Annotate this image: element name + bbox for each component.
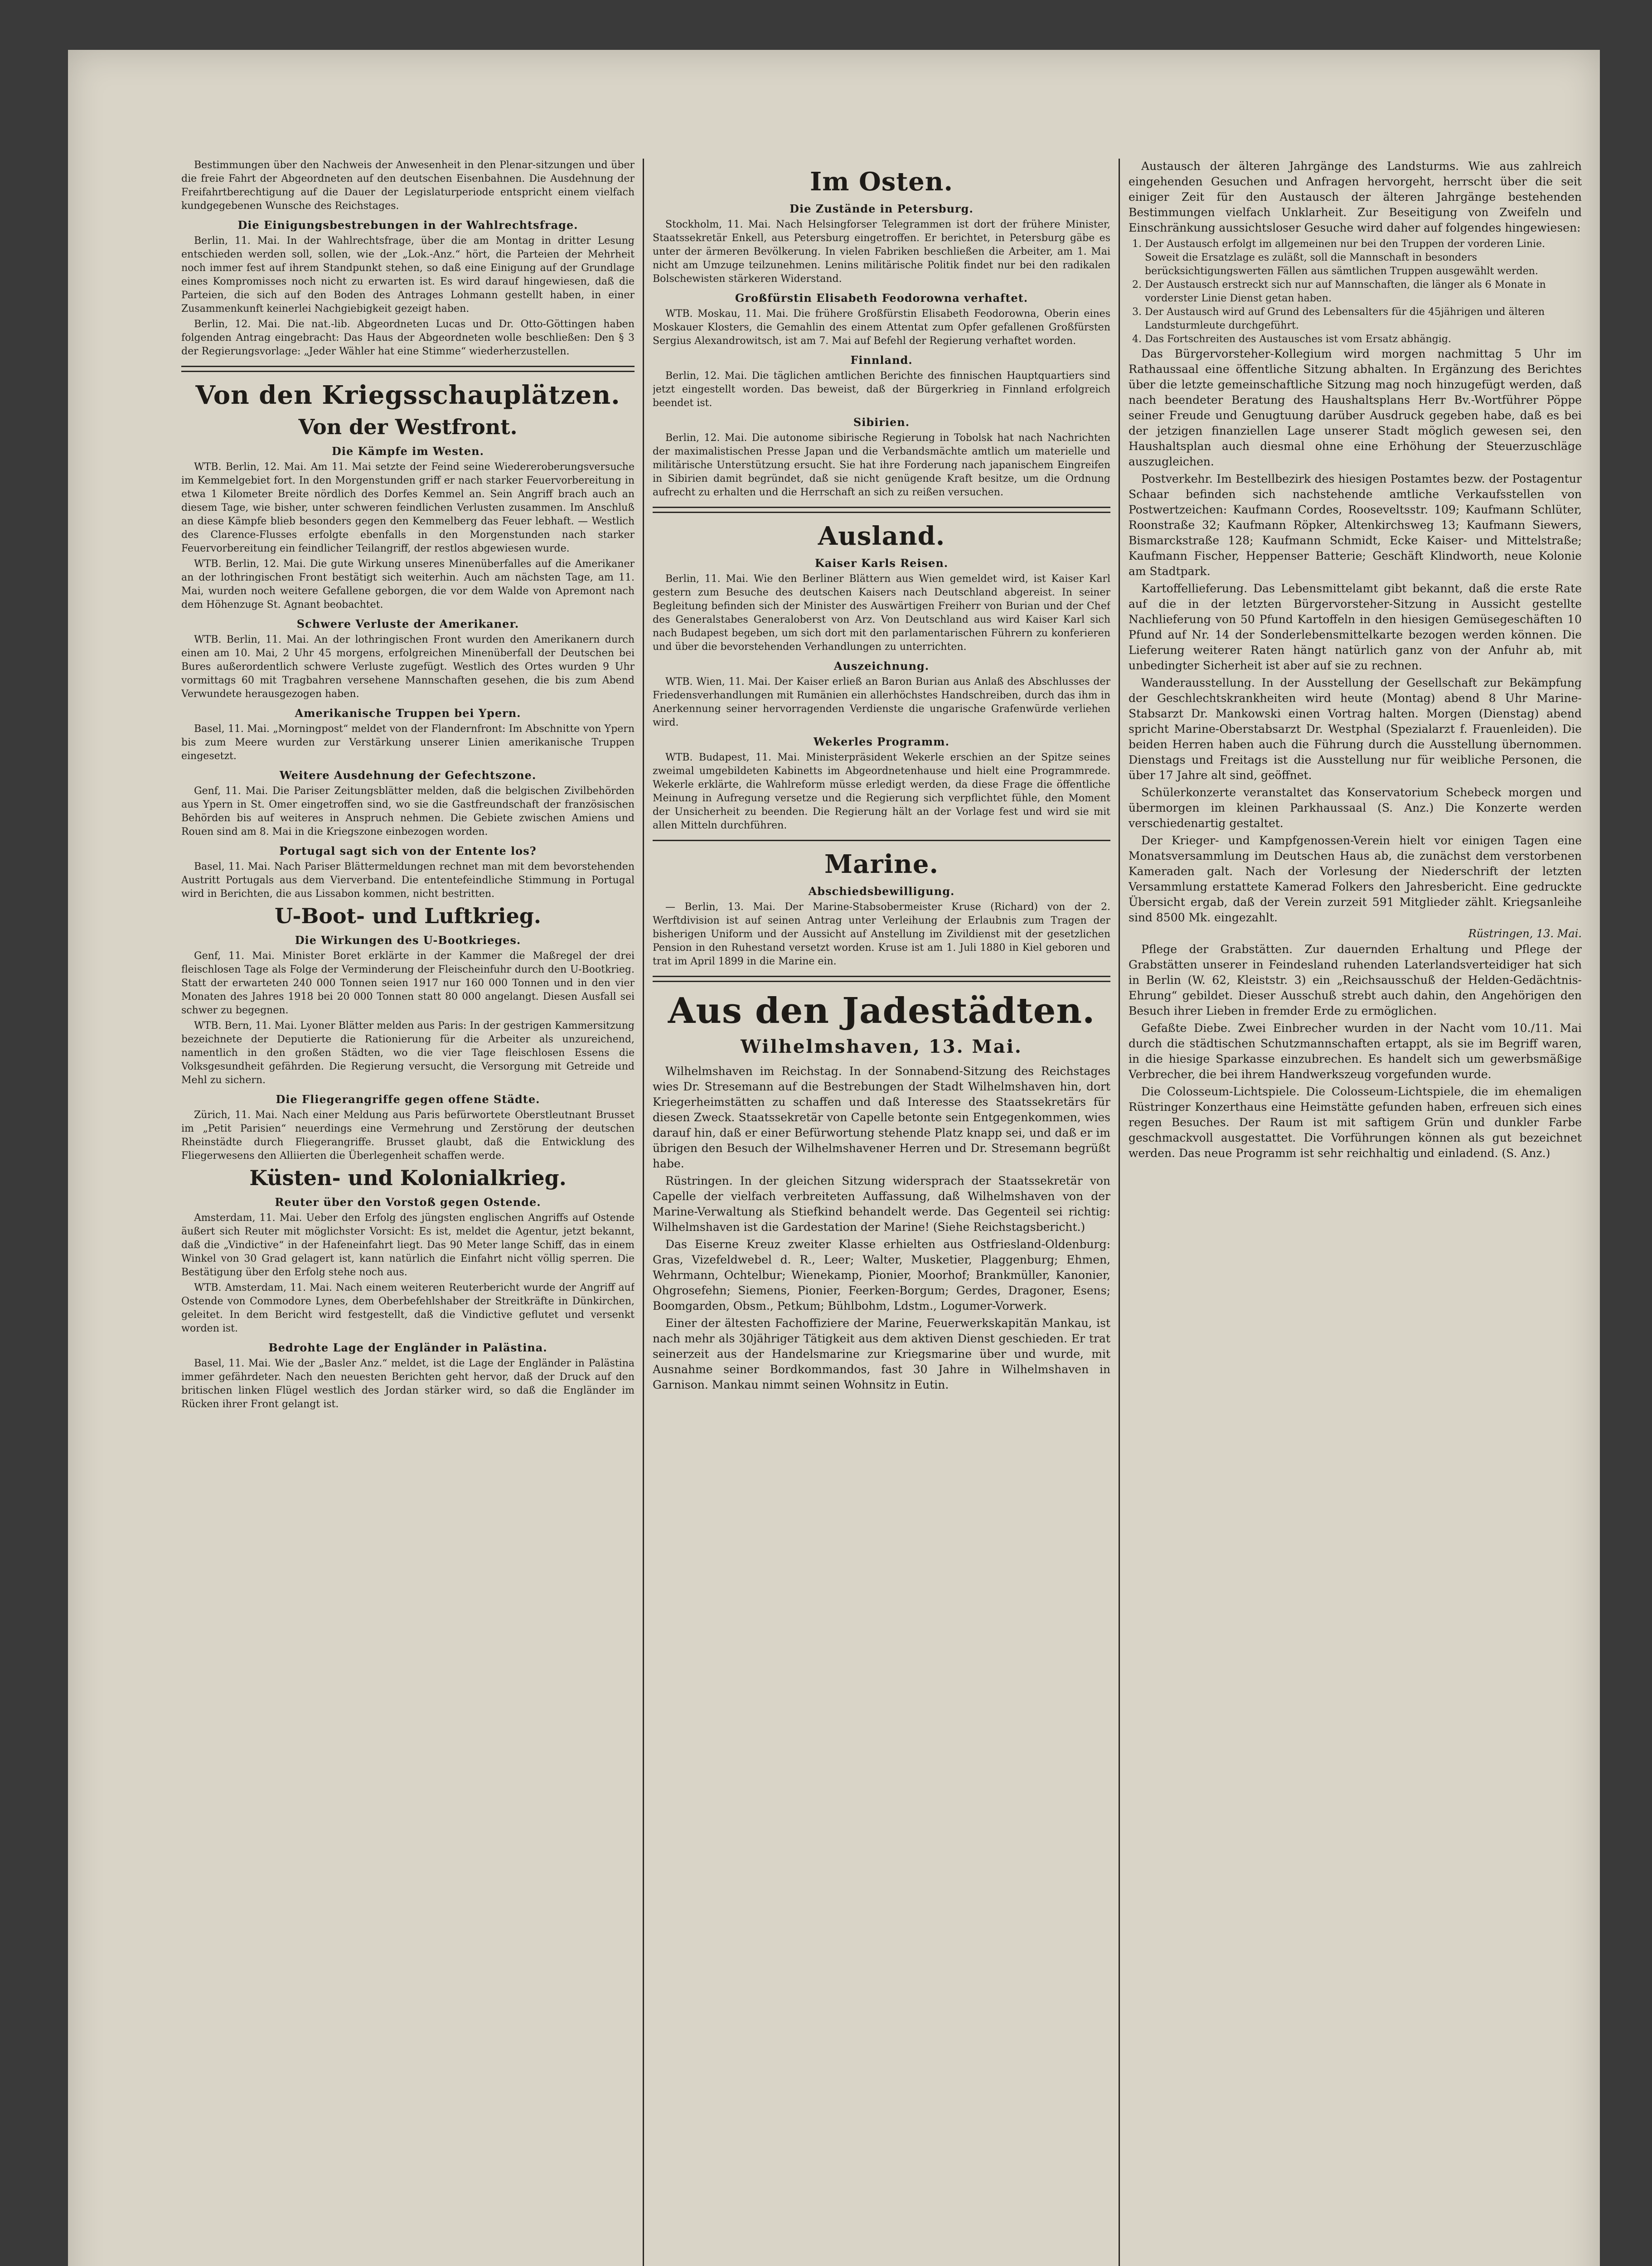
- column-1: [181, 159, 635, 2266]
- list: [1129, 237, 1582, 346]
- paragraph: Basel, 11. Mai. Wie der „Basler Anz.“ meldet, ist die Lage der Engländer in Palästina immer gefährdeter. Nach den neuesten Berichten geht hervor, daß der Druck auf den britischen linken Flügel westlich des Jordan stärker wird, so daß die Engländer im Rücken ihrer Front gelangt ist.: [181, 1358, 635, 1410]
- divider: [181, 366, 635, 372]
- paragraph: Genf, 11. Mai. Die Pariser Zeitungsblätter melden, daß die belgischen Zivilbehörden aus Ypern in St. Omer eingetroffen sind, wo sie die Gastfreundschaft der französischen Behörden bis auf weiteres in Anspruch nehmen. Die Gebiete zwischen Amiens und Rouen sind am 8. Mai in die Kriegszone einbezogen worden.: [181, 785, 635, 838]
- topic-palaestina: Bedrohte Lage der Engländer in Palästina.: [268, 1341, 547, 1354]
- topic-uboot-wirkungen: Die Wirkungen des U-Bootkrieges.: [295, 934, 521, 947]
- column-3: [1129, 159, 1582, 2266]
- topic-kaiser-karl: Kaiser Karls Reisen.: [814, 557, 949, 570]
- topic-sibirien: Sibirien.: [853, 416, 910, 429]
- paragraph: WTB. Berlin, 12. Mai. Am 11. Mai setzte der Feind seine Wiedereroberungsversuche im Kemmelgebiet fort. In den Morgenstunden griff er nach starker Feuervorbereitung in etwa 1 Kilometer Breite nördlich des Dorfes Kemmel an. Sein Angriff brach auch an diesem Tage, wie bisher, unter schweren feindlichen Verlusten zusammen. Im Anschluß an diese Kämpfe blieb besonders gegen den Kemmelberg das Feuer lebhaft. — Westlich des Clarence-Flusses erfolgte ebenfalls in den Morgenstunden nach starker Feuervorbereitung ein feindlicher Teilangriff, der restlos abgewiesen wurde.: [181, 461, 635, 554]
- paragraph: Berlin, 12. Mai. Die nat.-lib. Abgeordneten Lucas und Dr. Otto-Göttingen haben folgenden Antrag eingebracht: Das Haus der Abgeordneten wolle beschließen: Den § 3 der Regierungsvorlage: „Jeder Wähler hat eine Stimme“ wiederherzustellen.: [181, 319, 635, 357]
- section-heading-ausland: Ausland.: [818, 521, 945, 551]
- paragraph: Amsterdam, 11. Mai. Ueber den Erfolg des jüngsten englischen Angriffs auf Ostende äußert sich Reuter mit möglichster Vorsicht: Es ist, meldet die Agentur, jetzt bekannt, daß die „Vindictive“ in der Hafeneinfahrt liegt. Das 90 Meter lange Schiff, das in einem Winkel von 30 Grad gelagert ist, kann natürlich die Einfahrt nicht völlig sperren. Die Bestätigung über den Erfolg stehe noch aus.: [181, 1212, 635, 1278]
- column-rule-left: [643, 159, 644, 2266]
- paragraph: Wanderausstellung. In der Ausstellung der Gesellschaft zur Bekämpfung der Geschlechtskrankheiten wird heute (Montag) abend 8 Uhr Marine-Stabsarzt Dr. Mankowski einen Vortrag halten. Morgen (Dienstag) abend spricht Marine-Oberstabsarzt Dr. Westphal (Spezialarzt f. Frauenleiden). Die beiden Herren haben auch die Führung durch die Ausstellung übernommen. Dienstags und Freitags ist die Ausstellung nur für weibliche Personen, die über 17 Jahre alt sind, geöffnet.: [1129, 676, 1582, 782]
- paragraph: Zürich, 11. Mai. Nach einer Meldung aus Paris befürwortete Oberstleutnant Brusset im „Petit Parisien“ neuerdings eine Vermehrung und Zerstörung der deutschen Rheinstädte durch Fliegerangriffe. Brusset glaubt, daß die Entwicklung des Fliegerwesens den Alliierten die Überlegenheit schaffen werde.: [181, 1109, 635, 1162]
- section-heading-kuestenkrieg: Küsten- und Kolonialkrieg.: [249, 1166, 567, 1190]
- list-item: 2. Der Austausch erstreckt sich nur auf Mannschaften, die länger als 6 Monate in vorderster Linie Dienst getan haben.: [1145, 278, 1582, 305]
- paragraph: Austausch der älteren Jahrgänge des Landsturms. Wie aus zahlreich eingehenden Gesuchen und Anfragen hervorgeht, herrscht über die seit einiger Zeit für den Austausch der älteren Jahrgänge bestehenden Bestimmungen vielfach Unklarheit. Zur Beseitigung von Zweifeln und Einschränkung aussichtsloser Gesuche wird daher auf folgendes hingewiesen:: [1129, 160, 1582, 234]
- paragraph: Das Eiserne Kreuz zweiter Klasse erhielten aus Ostfriesland-Oldenburg: Gras, Vizefeldwebel d. R., Leer; Walter, Musketier, Plaggenburg; Ehmen, Wehrmann, Ochtelbur; Wienekamp, Pionier, Moorhof; Brankmüller, Kanonier, Ohgrosefehn; Siemens, Pionier, Feerken-Borgum; Gerdes, Dragoner, Esens; Boomgarden, Obsm., Petkum; Bühlbohm, Ldstm., Logumer-Vorwerk.: [653, 1238, 1110, 1312]
- divider: [653, 840, 1110, 841]
- paragraph: WTB. Budapest, 11. Mai. Ministerpräsident Wekerle erschien an der Spitze seines zweimal umgebildeten Kabinetts im Abgeordnetenhause und hielt eine Programmrede. Wekerle erklärte, die Wahlreform müsse erledigt werden, da diese Frage die öffentliche Meinung in Aufregung versetze und die Regierung sich verpflichtet fühle, den Moment der Unsicherheit zu beenden. Die Regierung hält an der Vorlage fest und wird sie mit allen Mitteln durchführen.: [653, 752, 1110, 831]
- paragraph: Basel, 11. Mai. Nach Pariser Blättermeldungen rechnet man mit dem bevorstehenden Austritt Portugals aus dem Vierverband. Die ententefeindliche Stimmung in Portugal wird in Berichten, die aus Lissabon kommen, nicht bestritten.: [181, 861, 635, 900]
- list-item: 3. Der Austausch wird auf Grund des Lebensalters für die 45jährigen und älteren Landsturmleute durchgeführt.: [1145, 305, 1582, 333]
- paragraph: Rüstringen. In der gleichen Sitzung widersprach der Staatssekretär von Capelle der vielfach verbreiteten Auffassung, daß Wilhelmshaven von der Marine-Verwaltung als Stiefkind behandelt werde. Das Gegenteil sei richtig: Wilhelmshaven ist die Gardestation der Marine! (Siehe Reichstagsbericht.): [653, 1174, 1110, 1234]
- topic-portugal: Portugal sagt sich von der Entente los?: [279, 844, 537, 857]
- subheading-westfront: Von der Westfront.: [298, 415, 518, 439]
- paragraph: Schülerkonzerte veranstaltet das Konservatorium Schebeck morgen und übermorgen im kleinen Parkhaussaal (S. Anz.) Die Konzerte werden verschiedenartig gestaltet.: [1129, 786, 1582, 830]
- paragraph: Stockholm, 11. Mai. Nach Helsingforser Telegrammen ist dort der frühere Minister, Staatssekretär Enkell, aus Petersburg eingetroffen. Er berichtet, in Petersburg gäbe es unter der ärmeren Bevölkerung. In vielen Fabriken beschließen die Arbeiter, am 1. Mai nicht am Umzuge teilzunehmen. Lenins militärische Politik findet nur bei den radikalen Bolschewisten stärkeren Widerstand.: [653, 219, 1110, 285]
- topic-wekerle: Wekerles Programm.: [814, 735, 950, 748]
- topic-verluste: Schwere Verluste der Amerikaner.: [296, 617, 519, 630]
- topic-petersburg: Die Zustände in Petersburg.: [790, 202, 974, 215]
- paragraph: Kartoffellieferung. Das Lebensmittelamt gibt bekannt, daß die erste Rate auf die in der letzten Bürgervorsteher-Sitzung in Aussicht gestellte Nachlieferung von 50 Pfund Kartoffeln in den hiesigen Gemüsegeschäften 10 Pfund auf Nr. 14 der Sonderlebensmittelkarte bezogen werden können. Die Lieferung weiterer Raten hängt natürlich ganz von der Anfuhr ab, mit unbedingter Sicherheit ist aber auf sie zu rechnen.: [1129, 582, 1582, 672]
- section-heading-marine: Marine.: [824, 849, 939, 879]
- topic-ostende: Reuter über den Vorstoß gegen Ostende.: [275, 1196, 541, 1209]
- topic-grossfuerstin: Großfürstin Elisabeth Feodorowna verhaftet.: [735, 291, 1028, 305]
- dateline: Wilhelmshaven, 13. Mai.: [741, 1036, 1022, 1057]
- topic-amerikaner-ypern: Amerikanische Truppen bei Ypern.: [295, 707, 521, 720]
- newspaper-page: [68, 50, 1600, 2266]
- column-2: [653, 159, 1110, 2266]
- topic-wahlrecht: Die Einigungsbestrebungen in der Wahlrechtsfrage.: [237, 218, 578, 232]
- paragraph: Die Colosseum-Lichtspiele. Die Colosseum-Lichtspiele, die im ehemaligen Rüstringer Konzerthaus eine Heimstätte gefunden haben, erfreuen sich eines regen Besuches. Der Raum ist mit saftigem Grün und dunkler Farbe geschmackvoll ausgestattet. Die Vorführungen können als gut bezeichnet werden. Das neue Programm ist sehr reichhaltig und einladend. (S. Anz.): [1129, 1085, 1582, 1160]
- section-heading-uboot: U-Boot- und Luftkrieg.: [275, 904, 541, 928]
- paragraph: Pflege der Grabstätten. Zur dauernden Erhaltung und Pflege der Grabstätten unserer in Feindesland ruhenden Laterlandsverteidiger hat sich in Berlin (W. 62, Kleiststr. 3) ein „Reichsausschuß der Helden-Gedächtnis-Ehrung“ gebildet. Dieser Ausschuß strebt auch dahin, den Angehörigen den Besuch ihrer Lieben in fremder Erde zu ermöglichen.: [1129, 943, 1582, 1017]
- paragraph: Basel, 11. Mai. „Morningpost“ meldet von der Flandernfront: Im Abschnitte von Ypern bis zum Meere wurden zur Verstärkung unserer Linien amerikanische Truppen eingesetzt.: [181, 723, 635, 762]
- paragraph: — Berlin, 13. Mai. Der Marine-Stabsobermeister Kruse (Richard) von der 2. Werftdivision ist auf seinen Antrag unter Verleihung der Erlaubnis zum Tragen der bisherigen Uniform und der Aussicht auf Anstellung im Zivildienst mit der gesetzlichen Pension in den Ruhestand versetzt worden. Kruse ist am 1. Juli 1880 in Kiel geboren und trat im April 1899 in die Marine ein.: [653, 901, 1110, 967]
- paragraph: Postverkehr. Im Bestellbezirk des hiesigen Postamtes bezw. der Postagentur Schaar befinden sich nachstehende amtliche Verkaufsstellen von Postwertzeichen: Kaufmann Cordes, Rooseveltsstr. 109; Kaufmann Schlüter, Roonstraße 32; Kaufmann Röpker, Altenkirchsweg 13; Kaufmann Siewers, Bismarckstraße 128; Kaufmann Schmidt, Ecke Kaiser- und Mittelstraße; Kaufmann Fischer, Heppenser Batterie; Geschäft Klindworth, neue Kolonie am Stadtpark.: [1129, 472, 1582, 578]
- paragraph: Wilhelmshaven im Reichstag. In der Sonnabend-Sitzung des Reichstages wies Dr. Stresemann auf die Bestrebungen der Stadt Wilhelmshaven hin, dort Kriegerheimstätten zu schaffen und daß Interesse des Staatssekretärs für diesen Zweck. Staatssekretär von Capelle betonte sein Entgegenkommen, wies darauf hin, daß er einer Befürwortung stehende Platz knapp sei, und daß er im übrigen den Besuch der Wilhelmshavener Herren und Dr. Stresemann begrüßt habe.: [653, 1065, 1110, 1170]
- section-heading-jadestaedte: Aus den Jadestädten.: [668, 990, 1095, 1031]
- paragraph: Berlin, 12. Mai. Die täglichen amtlichen Berichte des finnischen Hauptquartiers sind jetzt eingestellt worden. Das beweist, daß der Bürgerkrieg in Finnland erfolgreich beendet ist.: [653, 370, 1110, 409]
- paragraph: Einer der ältesten Fachoffiziere der Marine, Feuerwerkskapitän Mankau, ist nach mehr als 30jähriger Tätigkeit aus dem aktiven Dienst geschieden. Er trat seinerzeit aus der Handelsmarine zur Kriegsmarine über und wurde, mit Ausnahme seiner Bordkommandos, fast 30 Jahre in Wilhelmshaven in Garnison. Mankau nimmt seinen Wohnsitz in Eutin.: [653, 1317, 1110, 1391]
- paragraph: Der Krieger- und Kampfgenossen-Verein hielt vor einigen Tagen eine Monatsversammlung im Deutschen Haus ab, die zunächst dem verstorbenen Kameraden galt. Nach der Vorlesung der Niederschrift der letzten Versammlung erstattete Kamerad Folkers den Jahresbericht. Eine gedruckte Übersicht ergab, daß der Verein zurzeit 591 Mitglieder zählt. Kriegsanleihe sind 8500 Mk. eingezahlt.: [1129, 834, 1582, 924]
- section-heading-kriegsschauplaetze: Von den Kriegsschauplätzen.: [195, 380, 620, 410]
- divider: [653, 976, 1110, 982]
- paragraph: Berlin, 11. Mai. In der Wahlrechtsfrage, über die am Montag in dritter Lesung entschieden werden soll, sollen, wie der „Lok.-Anz.“ hört, die Parteien der Mehrheit noch immer fest auf ihrem Standpunkt stehen, so daß eine Einigung auf der Grundlage eines Kompromisses noch nicht zu erwarten ist. Es wird darauf hingewiesen, daß die Parteien, die sich auf den Boden des Antrages Lohmann gestellt haben, in einer Zusammenkunft keinerlei Nachgiebigkeit gezeigt haben.: [181, 235, 635, 315]
- topic-kaempfe: Die Kämpfe im Westen.: [332, 445, 484, 458]
- paragraph: WTB. Wien, 11. Mai. Der Kaiser erließ an Baron Burian aus Anlaß des Abschlusses der Friedensverhandlungen mit Rumänien ein allerhöchstes Handschreiben, durch das ihm in Anerkennung seiner hervorragenden Verdienste die ungarische Grafenwürde verliehen wird.: [653, 676, 1110, 728]
- intro-paragraph: Bestimmungen über den Nachweis der Anwesenheit in den Plenar-sitzungen und über die freie Fahrt der Abgeordneten auf den deutschen Eisenbahnen. Die Ausdehnung der Freifahrtberechtigung auf die Dauer der Legislaturperiode entspricht einem vielfach kundgegebenen Wunsche des Reichstages.: [181, 160, 635, 212]
- paragraph: Gefaßte Diebe. Zwei Einbrecher wurden in der Nacht vom 10./11. Mai durch die städtischen Schutzmannschaften ertappt, als sie im Begriff waren, in die hiesige Sparkasse einzubrechen. Es handelt sich um gewerbsmäßige Verbrecher, die bei ihrem Handwerkszeug vorgefunden wurde.: [1129, 1022, 1582, 1081]
- paragraph: WTB. Amsterdam, 11. Mai. Nach einem weiteren Reuterbericht wurde der Angriff auf Ostende von Commodore Lynes, dem Oberbefehlshaber der Streitkräfte in Dünkirchen, geleitet. In dem Bericht wird festgestellt, daß die Vindictive geflutet und versenkt worden ist.: [181, 1282, 635, 1334]
- list-item: 1. Der Austausch erfolgt im allgemeinen nur bei den Truppen der vorderen Linie. Soweit die Ersatzlage es zuläßt, soll die Mannschaft in besonders berücksichtigungswerten Fällen aus sämtlichen Truppen ausgewählt werden.: [1145, 237, 1582, 278]
- dateline-ruestringen: Rüstringen, 13. Mai.: [1468, 927, 1582, 940]
- paragraph: Berlin, 12. Mai. Die autonome sibirische Regierung in Tobolsk hat nach Nachrichten der maximalistischen Presse Japan und die Verbandsmächte amtlich um materielle und militärische Unterstützung ersucht. Sie hat ihre Forderung nach japanischem Eingreifen in Sibirien damit begründet, daß sie nicht genügende Kraft besitze, um die Ordnung aufrecht zu erhalten und die Herrschaft an sich zu reißen versuchen.: [653, 432, 1110, 498]
- topic-abschied: Abschiedsbewilligung.: [808, 885, 955, 898]
- column-rule-right: [1119, 159, 1120, 2266]
- section-heading-osten: Im Osten.: [810, 167, 953, 197]
- paragraph: Genf, 11. Mai. Minister Boret erklärte in der Kammer die Maßregel der drei fleischlosen Tage als Folge der Verminderung der Fleischeinfuhr durch den U-Bootkrieg. Statt der erwarteten 240 000 Tonnen seien 1917 nur 160 000 Tonnen und in den vier Monaten des Jahres 1918 bei 20 000 Tonnen statt 80 000 angelangt. Diesen Ausfall sei schwer zu begegnen.: [181, 950, 635, 1016]
- paragraph: WTB. Berlin, 12. Mai. Die gute Wirkung unseres Minenüberfalles auf die Amerikaner an der lothringischen Front bestätigt sich weiterhin. Auch am nächsten Tage, am 11. Mai, wurden noch weitere Gefallene geborgen, die vor dem Walde von Apremont nach dem Höhenzuge St. Agnant beobachtet.: [181, 558, 635, 610]
- paragraph: WTB. Bern, 11. Mai. Lyoner Blätter melden aus Paris: In der gestrigen Kammersitzung bezeichnete der Deputierte die Rationierung für die Arbeiter als unzureichend, namentlich in den großen Städten, wo die vier Tage fleischlosen Essens die Volksgesundheit gefährden. Die Regierung versucht, die Versorgung mit Getreide und Mehl zu sichern.: [181, 1020, 635, 1086]
- paragraph: WTB. Moskau, 11. Mai. Die frühere Großfürstin Elisabeth Feodorowna, Oberin eines Moskauer Klosters, die Gemahlin des einem Attentat zum Opfer gefallenen Großfürsten Sergius Alexandrowitsch, ist am 7. Mai auf Befehl der Regierung verhaftet worden.: [653, 308, 1110, 347]
- paragraph: WTB. Berlin, 11. Mai. An der lothringischen Front wurden den Amerikanern durch einen am 10. Mai, 2 Uhr 45 morgens, erfolgreichen Minenüberfall der Deutschen bei Bures außerordentlich schwere Verluste zugefügt. Westlich des Ortes wurden 9 Uhr vormittags 60 mit Tragbahren versehene Mannschaften gesehen, die bis zum Abend Verwundete herausgezogen haben.: [181, 634, 635, 700]
- topic-auszeichnung: Auszeichnung.: [833, 659, 930, 673]
- list-item: 4. Das Fortschreiten des Austausches ist vom Ersatz abhängig.: [1145, 333, 1582, 346]
- paragraph: Das Bürgervorsteher-Kollegium wird morgen nachmittag 5 Uhr im Rathaussaal eine öffentliche Sitzung abhalten. In Ergänzung des Berichtes über die letzte gemeinschaftliche Sitzung mag noch hinzugefügt werden, daß nach beendeter Beratung des Haushaltsplans Herr Bv.-Wortführer Pöppe seiner Freude und Genugtuung darüber Ausdruck gegeben habe, daß es bei der jetzigen finanziellen Lage unserer Stadt möglich gewesen sei, den Haushaltsplan auch diesmal ohne eine Erhöhung der Steuerzuschläge auszugleichen.: [1129, 347, 1582, 468]
- topic-fliegerangriffe: Die Fliegerangriffe gegen offene Städte.: [276, 1093, 540, 1106]
- divider: [653, 507, 1110, 513]
- topic-gefechtszone: Weitere Ausdehnung der Gefechtszone.: [279, 769, 537, 782]
- topic-finnland: Finnland.: [850, 353, 913, 367]
- paragraph: Berlin, 11. Mai. Wie den Berliner Blättern aus Wien gemeldet wird, ist Kaiser Karl gestern zum Besuche des deutschen Kaisers nach Deutschland abgereist. In seiner Begleitung befinden sich der Minister des Auswärtigen Freiherr von Burian und der Chef des Generalstabes Generaloberst von Arz. Von Deutschland aus wird Kaiser Karl sich nach Budapest begeben, um sich dort mit den parlamentarischen Führern zu konferieren und über die bevorstehenden Verhandlungen zu unterrichten.: [653, 573, 1110, 653]
